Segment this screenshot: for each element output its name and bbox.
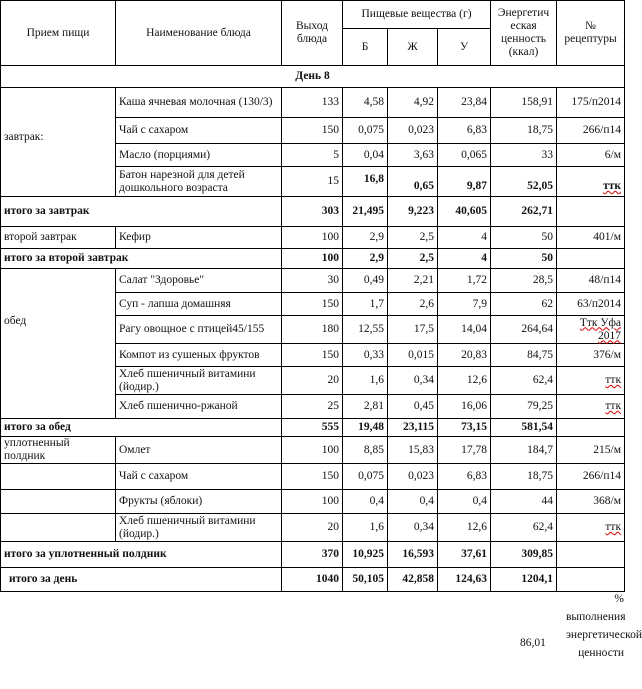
recipe-empty — [557, 249, 625, 269]
yield-value: 150 — [282, 464, 343, 490]
b-value: 0,4 — [343, 490, 388, 514]
kcal-value: 184,7 — [491, 437, 557, 464]
day-total-row — [1, 568, 625, 592]
b-value: 0,04 — [343, 144, 388, 167]
zh-value: 0,4 — [388, 490, 438, 514]
dish-name: Чай с сахаром — [116, 118, 282, 144]
yield-value: 100 — [282, 490, 343, 514]
yield-day-total: 1040 — [282, 568, 343, 592]
col-nutrients: Пищевые вещества (г) — [343, 1, 491, 29]
u-value: 7,9 — [438, 293, 491, 316]
dish-name: Хлеб пшеничный витамини (йодир.) — [116, 367, 282, 395]
b-total: 19,48 — [343, 419, 388, 437]
meal-cell — [1, 490, 116, 514]
zh-value: 2,21 — [388, 269, 438, 293]
zh-total: 23,115 — [388, 419, 438, 437]
yield-value: 15 — [282, 167, 343, 197]
yield-value: 100 — [282, 437, 343, 464]
kcal-total: 309,85 — [491, 542, 557, 568]
u-total: 73,15 — [438, 419, 491, 437]
total-label: итого за уплотненный полдник — [1, 542, 282, 568]
meal-cell — [1, 514, 116, 542]
dish-name: Фрукты (яблоки) — [116, 490, 282, 514]
total-row — [1, 542, 625, 568]
total-label: итого за завтрак — [1, 197, 282, 227]
total-row — [1, 249, 625, 269]
zh-value: 2,5 — [388, 227, 438, 249]
table-row — [1, 464, 625, 490]
zh-total: 9,223 — [388, 197, 438, 227]
recipe-number: 368/м — [557, 490, 625, 514]
col-carbs: У — [438, 29, 491, 66]
kcal-total: 581,54 — [491, 419, 557, 437]
kcal-value: 33 — [491, 144, 557, 167]
yield-value: 20 — [282, 514, 343, 542]
meal-cell: уплотненный полдник — [1, 437, 116, 464]
kcal-total: 262,71 — [491, 197, 557, 227]
recipe-number: 63/п2014 — [557, 293, 625, 316]
recipe-number: ттк — [557, 367, 625, 395]
b-value: 0,075 — [343, 118, 388, 144]
u-value: 16,06 — [438, 395, 491, 419]
dish-name: Чай с сахаром — [116, 464, 282, 490]
zh-value: 0,023 — [388, 464, 438, 490]
yield-value: 5 — [282, 144, 343, 167]
u-value: 6,83 — [438, 464, 491, 490]
zh-value: 3,63 — [388, 144, 438, 167]
u-value: 12,6 — [438, 367, 491, 395]
recipe-number: 266/п14 — [557, 118, 625, 144]
recipe-number: 376/м — [557, 344, 625, 367]
kcal-value: 62 — [491, 293, 557, 316]
recipe-number: Ттк Уфа 2017 — [557, 316, 625, 344]
u-value: 23,84 — [438, 88, 491, 118]
dish-name: Компот из сушеных фруктов — [116, 344, 282, 367]
col-meal: Прием пищи — [1, 1, 116, 66]
meal-cell: второй завтрак — [1, 227, 116, 249]
u-value: 1,72 — [438, 269, 491, 293]
recipe-number: ттк — [557, 167, 625, 197]
zh-value: 4,92 — [388, 88, 438, 118]
recipe-number: 401/м — [557, 227, 625, 249]
yield-value: 150 — [282, 118, 343, 144]
kcal-total: 50 — [491, 249, 557, 269]
u-value: 17,78 — [438, 437, 491, 464]
b-value: 8,85 — [343, 437, 388, 464]
yield-total: 370 — [282, 542, 343, 568]
recipe-empty — [557, 542, 625, 568]
dish-name: Суп - лапша домашняя — [116, 293, 282, 316]
kcal-day-total: 1204,1 — [491, 568, 557, 592]
kcal-value: 52,05 — [491, 167, 557, 197]
total-label: итого за второй завтрак — [1, 249, 282, 269]
kcal-value: 44 — [491, 490, 557, 514]
u-value: 0,4 — [438, 490, 491, 514]
yield-value: 150 — [282, 344, 343, 367]
kcal-value: 18,75 — [491, 118, 557, 144]
b-value: 2,9 — [343, 227, 388, 249]
recipe-number: 6/м — [557, 144, 625, 167]
kcal-value: 62,4 — [491, 514, 557, 542]
kcal-value: 50 — [491, 227, 557, 249]
b-value: 0,075 — [343, 464, 388, 490]
table-row — [1, 269, 625, 293]
zh-day-total: 42,858 — [388, 568, 438, 592]
zh-value: 0,45 — [388, 395, 438, 419]
total-label: итого за обед — [1, 419, 282, 437]
col-protein: Б — [343, 29, 388, 66]
zh-value: 2,6 — [388, 293, 438, 316]
b-value: 1,7 — [343, 293, 388, 316]
u-total: 37,61 — [438, 542, 491, 568]
zh-value: 0,65 — [388, 167, 438, 197]
dish-name: Рагу овощное с птицей45/155 — [116, 316, 282, 344]
u-value: 0,065 — [438, 144, 491, 167]
b-day-total: 50,105 — [343, 568, 388, 592]
recipe-number: 48/п14 — [557, 269, 625, 293]
day-title: День 8 — [1, 66, 625, 88]
b-total: 10,925 — [343, 542, 388, 568]
yield-value: 133 — [282, 88, 343, 118]
zh-value: 0,023 — [388, 118, 438, 144]
yield-total: 303 — [282, 197, 343, 227]
table-row — [1, 227, 625, 249]
dish-name: Кефир — [116, 227, 282, 249]
total-row — [1, 419, 625, 437]
table-row — [1, 88, 625, 118]
col-dish: Наименование блюда — [116, 1, 282, 66]
b-value: 12,55 — [343, 316, 388, 344]
recipe-number: 266/п14 — [557, 464, 625, 490]
zh-value: 17,5 — [388, 316, 438, 344]
yield-value: 20 — [282, 367, 343, 395]
energy-percent-label: % выполнения энергетической ценности — [566, 593, 642, 659]
u-total: 4 — [438, 249, 491, 269]
b-total: 21,495 — [343, 197, 388, 227]
kcal-value: 79,25 — [491, 395, 557, 419]
b-value: 1,6 — [343, 367, 388, 395]
u-day-total: 124,63 — [438, 568, 491, 592]
u-value: 4 — [438, 227, 491, 249]
u-value: 14,04 — [438, 316, 491, 344]
meal-cell: обед — [1, 269, 116, 419]
energy-percent-value: 86,01 — [520, 637, 546, 649]
b-value: 4,58 — [343, 88, 388, 118]
b-value: 0,49 — [343, 269, 388, 293]
recipe-empty — [557, 419, 625, 437]
table-row — [1, 490, 625, 514]
table-row — [1, 437, 625, 464]
kcal-value: 28,5 — [491, 269, 557, 293]
u-value: 12,6 — [438, 514, 491, 542]
zh-total: 16,593 — [388, 542, 438, 568]
recipe-number: ттк — [557, 395, 625, 419]
u-value: 20,83 — [438, 344, 491, 367]
dish-name: Хлеб пшеничный витамини (йодир.) — [116, 514, 282, 542]
kcal-value: 62,4 — [491, 367, 557, 395]
b-value: 0,33 — [343, 344, 388, 367]
yield-value: 150 — [282, 293, 343, 316]
day-total-label: итого за день — [1, 568, 282, 592]
yield-value: 30 — [282, 269, 343, 293]
dish-name: Батон нарезной для детей дошкольного возраста — [116, 167, 282, 197]
yield-value: 180 — [282, 316, 343, 344]
dish-name: Омлет — [116, 437, 282, 464]
dish-name: Масло (порциями) — [116, 144, 282, 167]
b-value: 2,81 — [343, 395, 388, 419]
recipe-empty — [557, 568, 625, 592]
zh-value: 0,015 — [388, 344, 438, 367]
total-row — [1, 197, 625, 227]
yield-total: 100 — [282, 249, 343, 269]
table-row — [1, 514, 625, 542]
meal-cell — [1, 464, 116, 490]
yield-total: 555 — [282, 419, 343, 437]
recipe-number: ттк — [557, 514, 625, 542]
u-total: 40,605 — [438, 197, 491, 227]
zh-value: 15,83 — [388, 437, 438, 464]
u-value: 9,87 — [438, 167, 491, 197]
kcal-value: 158,91 — [491, 88, 557, 118]
yield-value: 100 — [282, 227, 343, 249]
kcal-value: 18,75 — [491, 464, 557, 490]
dish-name: Каша ячневая молочная (130/3) — [116, 88, 282, 118]
col-recipe: № рецептуры — [557, 1, 625, 66]
menu-body — [1, 88, 625, 592]
yield-value: 25 — [282, 395, 343, 419]
kcal-value: 84,75 — [491, 344, 557, 367]
meal-cell: завтрак: — [1, 88, 116, 197]
b-total: 2,9 — [343, 249, 388, 269]
col-yield: Выход блюда — [282, 1, 343, 66]
zh-total: 2,5 — [388, 249, 438, 269]
b-value: 1,6 — [343, 514, 388, 542]
u-value: 6,83 — [438, 118, 491, 144]
col-fat: Ж — [388, 29, 438, 66]
zh-value: 0,34 — [388, 367, 438, 395]
zh-value: 0,34 — [388, 514, 438, 542]
dish-name: Хлеб пшенично-ржаной — [116, 395, 282, 419]
b-value: 16,8 — [343, 167, 388, 197]
kcal-value: 264,64 — [491, 316, 557, 344]
recipe-number: 215/м — [557, 437, 625, 464]
dish-name: Салат "Здоровье" — [116, 269, 282, 293]
col-energy: Энергетич еская ценность (ккал) — [491, 1, 557, 66]
recipe-empty — [557, 197, 625, 227]
recipe-number: 175/п2014 — [557, 88, 625, 118]
